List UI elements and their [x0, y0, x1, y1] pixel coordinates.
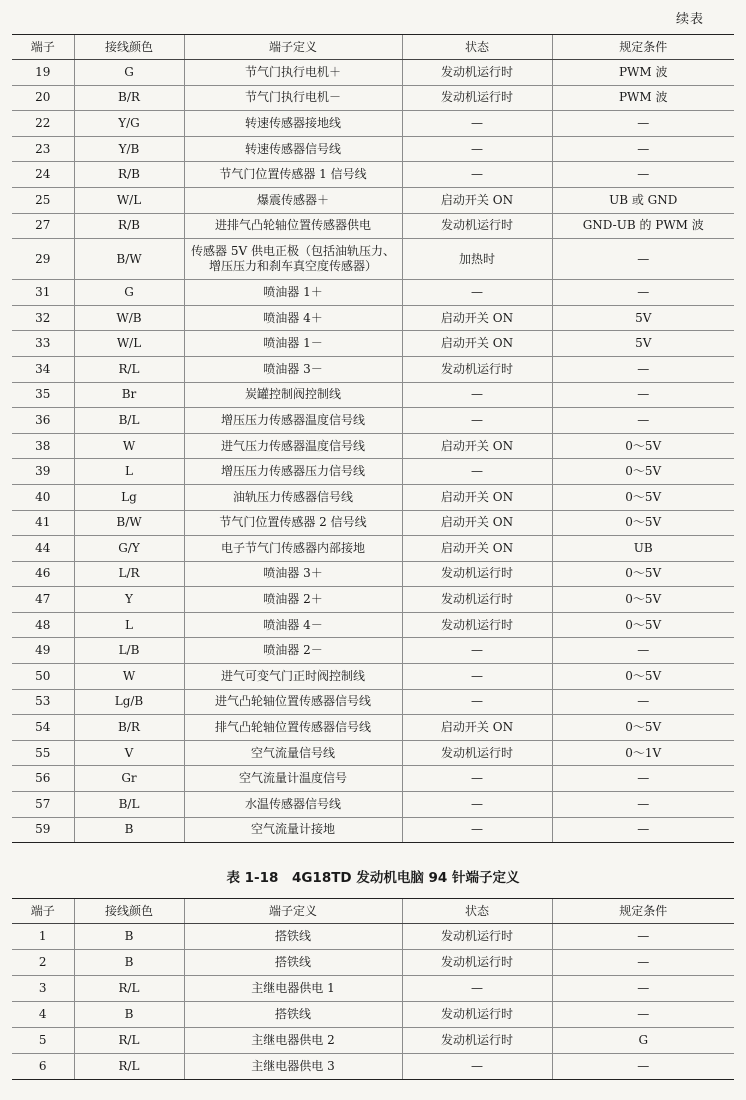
cell-state: — — [402, 1054, 552, 1080]
cell-wire-color: L — [74, 612, 184, 638]
cell-terminal: 36 — [12, 408, 74, 434]
cell-definition: 主继电器供电 1 — [184, 976, 402, 1002]
cell-terminal: 33 — [12, 331, 74, 357]
table-caption: 表 1-18 4G18TD 发动机电脑 94 针端子定义 — [226, 870, 520, 886]
terminal-table-continued — [12, 34, 734, 843]
cell-state: — — [402, 111, 552, 137]
cell-definition: 主继电器供电 2 — [184, 1028, 402, 1054]
cell-terminal: 31 — [12, 280, 74, 306]
cell-definition: 喷油器 3－ — [184, 356, 402, 382]
cell-terminal: 39 — [12, 459, 74, 485]
table-row — [12, 136, 734, 162]
cell-wire-color: R/B — [74, 213, 184, 239]
cell-wire-color: B/W — [74, 239, 184, 280]
cell-state: — — [402, 976, 552, 1002]
table-row — [12, 331, 734, 357]
cell-wire-color: G/Y — [74, 536, 184, 562]
table-row — [12, 817, 734, 843]
cell-definition: 排气凸轮轴位置传感器信号线 — [184, 715, 402, 741]
cell-condition: — — [552, 382, 734, 408]
cell-terminal: 22 — [12, 111, 74, 137]
cell-definition: 进排气凸轮轴位置传感器供电 — [184, 213, 402, 239]
cell-wire-color: L/R — [74, 561, 184, 587]
cell-wire-color: B/R — [74, 715, 184, 741]
cell-definition: 爆震传感器＋ — [184, 187, 402, 213]
cell-definition: 进气凸轮轴位置传感器信号线 — [184, 689, 402, 715]
cell-definition: 传感器 5V 供电正极（包括油轨压力、增压压力和刹车真空度传感器） — [184, 239, 402, 280]
cell-definition: 喷油器 1－ — [184, 331, 402, 357]
cell-wire-color: W/B — [74, 305, 184, 331]
cell-state: — — [402, 638, 552, 664]
cell-state: 启动开关 ON — [402, 187, 552, 213]
cell-state: 启动开关 ON — [402, 715, 552, 741]
header-terminal: 端子 — [12, 899, 74, 924]
table-header-row — [12, 35, 734, 60]
table-row — [12, 740, 734, 766]
cell-terminal: 29 — [12, 239, 74, 280]
table-row — [12, 484, 734, 510]
header-wire-color: 接线颜色 — [74, 899, 184, 924]
cell-terminal: 32 — [12, 305, 74, 331]
header-definition: 端子定义 — [184, 899, 402, 924]
cell-wire-color: B/R — [74, 85, 184, 111]
cell-definition: 节气门位置传感器 2 信号线 — [184, 510, 402, 536]
cell-wire-color: Br — [74, 382, 184, 408]
terminal-table-94pin — [12, 898, 734, 1080]
cell-state: 发动机运行时 — [402, 950, 552, 976]
cell-definition: 搭铁线 — [184, 950, 402, 976]
cell-state: — — [402, 136, 552, 162]
cell-definition: 喷油器 2－ — [184, 638, 402, 664]
cell-terminal: 53 — [12, 689, 74, 715]
cell-wire-color: R/L — [74, 1054, 184, 1080]
cell-terminal: 1 — [12, 924, 74, 950]
cell-condition: — — [552, 766, 734, 792]
cell-terminal: 25 — [12, 187, 74, 213]
cell-wire-color: Lg/B — [74, 689, 184, 715]
table-row — [12, 239, 734, 280]
cell-condition: 5V — [552, 331, 734, 357]
cell-condition: PWM 波 — [552, 85, 734, 111]
cell-terminal: 23 — [12, 136, 74, 162]
cell-state: — — [402, 664, 552, 690]
cell-terminal: 5 — [12, 1028, 74, 1054]
cell-condition: — — [552, 976, 734, 1002]
cell-terminal: 57 — [12, 792, 74, 818]
table-row — [12, 638, 734, 664]
table-row — [12, 587, 734, 613]
table-row — [12, 85, 734, 111]
cell-wire-color: L — [74, 459, 184, 485]
cell-condition: 0～5V — [552, 715, 734, 741]
cell-terminal: 41 — [12, 510, 74, 536]
cell-definition: 节气门执行电机＋ — [184, 60, 402, 86]
header-condition: 规定条件 — [552, 35, 734, 60]
cell-condition: UB — [552, 536, 734, 562]
cell-condition: 0～5V — [552, 459, 734, 485]
cell-definition: 节气门执行电机－ — [184, 85, 402, 111]
cell-definition: 增压压力传感器温度信号线 — [184, 408, 402, 434]
table-row — [12, 950, 734, 976]
cell-terminal: 54 — [12, 715, 74, 741]
cell-wire-color: W/L — [74, 187, 184, 213]
cell-state: 发动机运行时 — [402, 356, 552, 382]
cell-wire-color: B — [74, 950, 184, 976]
cell-definition: 喷油器 3＋ — [184, 561, 402, 587]
table-row — [12, 1028, 734, 1054]
cell-terminal: 40 — [12, 484, 74, 510]
cell-wire-color: B — [74, 924, 184, 950]
cell-definition: 喷油器 4＋ — [184, 305, 402, 331]
cell-terminal: 4 — [12, 1002, 74, 1028]
table-row — [12, 280, 734, 306]
cell-terminal: 46 — [12, 561, 74, 587]
table-row — [12, 561, 734, 587]
table-row — [12, 664, 734, 690]
cell-state: — — [402, 382, 552, 408]
table-row — [12, 766, 734, 792]
cell-state: 发动机运行时 — [402, 612, 552, 638]
cell-state: 发动机运行时 — [402, 1028, 552, 1054]
cell-condition: — — [552, 924, 734, 950]
cell-definition: 空气流量信号线 — [184, 740, 402, 766]
cell-definition: 搭铁线 — [184, 1002, 402, 1028]
cell-terminal: 2 — [12, 950, 74, 976]
cell-definition: 进气可变气门正时阀控制线 — [184, 664, 402, 690]
cell-state: 启动开关 ON — [402, 510, 552, 536]
cell-wire-color: W — [74, 664, 184, 690]
table-row — [12, 356, 734, 382]
cell-definition: 空气流量计接地 — [184, 817, 402, 843]
table-row — [12, 792, 734, 818]
cell-wire-color: Gr — [74, 766, 184, 792]
cell-state: 启动开关 ON — [402, 536, 552, 562]
cell-condition: 0～5V — [552, 664, 734, 690]
cell-condition: — — [552, 162, 734, 188]
cell-wire-color: W — [74, 433, 184, 459]
table-row — [12, 689, 734, 715]
cell-state: — — [402, 766, 552, 792]
cell-wire-color: B/L — [74, 408, 184, 434]
cell-terminal: 55 — [12, 740, 74, 766]
cell-condition: — — [552, 136, 734, 162]
cell-state: 发动机运行时 — [402, 85, 552, 111]
cell-wire-color: R/L — [74, 1028, 184, 1054]
cell-condition: UB 或 GND — [552, 187, 734, 213]
cell-condition: — — [552, 950, 734, 976]
table-row — [12, 612, 734, 638]
cell-wire-color: R/L — [74, 356, 184, 382]
cell-condition: — — [552, 1002, 734, 1028]
cell-condition: — — [552, 239, 734, 280]
table-row — [12, 162, 734, 188]
table-row — [12, 924, 734, 950]
cell-terminal: 38 — [12, 433, 74, 459]
cell-condition: — — [552, 408, 734, 434]
cell-wire-color: B/W — [74, 510, 184, 536]
header-state: 状态 — [402, 899, 552, 924]
cell-state: 启动开关 ON — [402, 484, 552, 510]
cell-condition: — — [552, 280, 734, 306]
header-condition: 规定条件 — [552, 899, 734, 924]
cell-condition: 5V — [552, 305, 734, 331]
cell-wire-color: G — [74, 60, 184, 86]
cell-wire-color: V — [74, 740, 184, 766]
cell-condition: — — [552, 1054, 734, 1080]
cell-wire-color: G — [74, 280, 184, 306]
cell-definition: 转速传感器信号线 — [184, 136, 402, 162]
cell-state: 发动机运行时 — [402, 213, 552, 239]
cell-condition: 0～5V — [552, 433, 734, 459]
table-row — [12, 382, 734, 408]
table-row — [12, 1002, 734, 1028]
cell-condition: 0～1V — [552, 740, 734, 766]
cell-state: — — [402, 792, 552, 818]
cell-wire-color: W/L — [74, 331, 184, 357]
cell-terminal: 27 — [12, 213, 74, 239]
cell-terminal: 35 — [12, 382, 74, 408]
cell-wire-color: B — [74, 817, 184, 843]
cell-state: 启动开关 ON — [402, 331, 552, 357]
cell-condition: PWM 波 — [552, 60, 734, 86]
cell-definition: 进气压力传感器温度信号线 — [184, 433, 402, 459]
cell-condition: 0～5V — [552, 612, 734, 638]
header-terminal: 端子 — [12, 35, 74, 60]
table-row — [12, 111, 734, 137]
cell-terminal: 3 — [12, 976, 74, 1002]
cell-state: — — [402, 459, 552, 485]
cell-wire-color: B/L — [74, 792, 184, 818]
cell-definition: 电子节气门传感器内部接地 — [184, 536, 402, 562]
table-row — [12, 715, 734, 741]
table-row — [12, 1054, 734, 1080]
cell-definition: 炭罐控制阀控制线 — [184, 382, 402, 408]
cell-state: 发动机运行时 — [402, 587, 552, 613]
table-row — [12, 60, 734, 86]
cell-condition: — — [552, 638, 734, 664]
cell-definition: 转速传感器接地线 — [184, 111, 402, 137]
cell-wire-color: R/L — [74, 976, 184, 1002]
cell-state: — — [402, 162, 552, 188]
cell-state: — — [402, 689, 552, 715]
cell-terminal: 6 — [12, 1054, 74, 1080]
cell-terminal: 50 — [12, 664, 74, 690]
table-row — [12, 187, 734, 213]
cell-definition: 增压压力传感器压力信号线 — [184, 459, 402, 485]
cell-definition: 节气门位置传感器 1 信号线 — [184, 162, 402, 188]
cell-condition: 0～5V — [552, 561, 734, 587]
cell-condition: — — [552, 111, 734, 137]
cell-terminal: 56 — [12, 766, 74, 792]
cell-condition: GND-UB 的 PWM 波 — [552, 213, 734, 239]
table-row — [12, 408, 734, 434]
continued-label: 续表 — [675, 12, 704, 27]
cell-terminal: 48 — [12, 612, 74, 638]
cell-definition: 空气流量计温度信号 — [184, 766, 402, 792]
cell-condition: — — [552, 817, 734, 843]
cell-state: 启动开关 ON — [402, 305, 552, 331]
cell-condition: — — [552, 356, 734, 382]
table-row — [12, 305, 734, 331]
cell-definition: 喷油器 4－ — [184, 612, 402, 638]
cell-condition: 0～5V — [552, 484, 734, 510]
cell-terminal: 59 — [12, 817, 74, 843]
cell-definition: 水温传感器信号线 — [184, 792, 402, 818]
cell-wire-color: B — [74, 1002, 184, 1028]
cell-terminal: 47 — [12, 587, 74, 613]
cell-state: — — [402, 408, 552, 434]
cell-definition: 喷油器 1＋ — [184, 280, 402, 306]
header-wire-color: 接线颜色 — [74, 35, 184, 60]
cell-definition: 喷油器 2＋ — [184, 587, 402, 613]
cell-state: — — [402, 280, 552, 306]
cell-wire-color: R/B — [74, 162, 184, 188]
cell-state: 发动机运行时 — [402, 60, 552, 86]
cell-condition: 0～5V — [552, 587, 734, 613]
cell-terminal: 34 — [12, 356, 74, 382]
cell-terminal: 44 — [12, 536, 74, 562]
cell-state: 发动机运行时 — [402, 561, 552, 587]
cell-wire-color: L/B — [74, 638, 184, 664]
cell-terminal: 49 — [12, 638, 74, 664]
cell-state: 发动机运行时 — [402, 740, 552, 766]
cell-definition: 油轨压力传感器信号线 — [184, 484, 402, 510]
cell-state: 启动开关 ON — [402, 433, 552, 459]
cell-condition: — — [552, 792, 734, 818]
cell-wire-color: Lg — [74, 484, 184, 510]
table-row — [12, 433, 734, 459]
cell-condition: — — [552, 689, 734, 715]
table-row — [12, 213, 734, 239]
cell-state: 发动机运行时 — [402, 1002, 552, 1028]
cell-definition: 主继电器供电 3 — [184, 1054, 402, 1080]
table-row — [12, 536, 734, 562]
table-header-row — [12, 899, 734, 924]
table-row — [12, 976, 734, 1002]
cell-wire-color: Y/G — [74, 111, 184, 137]
cell-state: 加热时 — [402, 239, 552, 280]
cell-condition: G — [552, 1028, 734, 1054]
cell-condition: 0～5V — [552, 510, 734, 536]
cell-state: — — [402, 817, 552, 843]
table-row — [12, 510, 734, 536]
cell-terminal: 20 — [12, 85, 74, 111]
cell-terminal: 19 — [12, 60, 74, 86]
cell-wire-color: Y — [74, 587, 184, 613]
table-row — [12, 459, 734, 485]
header-state: 状态 — [402, 35, 552, 60]
header-definition: 端子定义 — [184, 35, 402, 60]
cell-definition: 搭铁线 — [184, 924, 402, 950]
cell-wire-color: Y/B — [74, 136, 184, 162]
cell-terminal: 24 — [12, 162, 74, 188]
cell-state: 发动机运行时 — [402, 924, 552, 950]
